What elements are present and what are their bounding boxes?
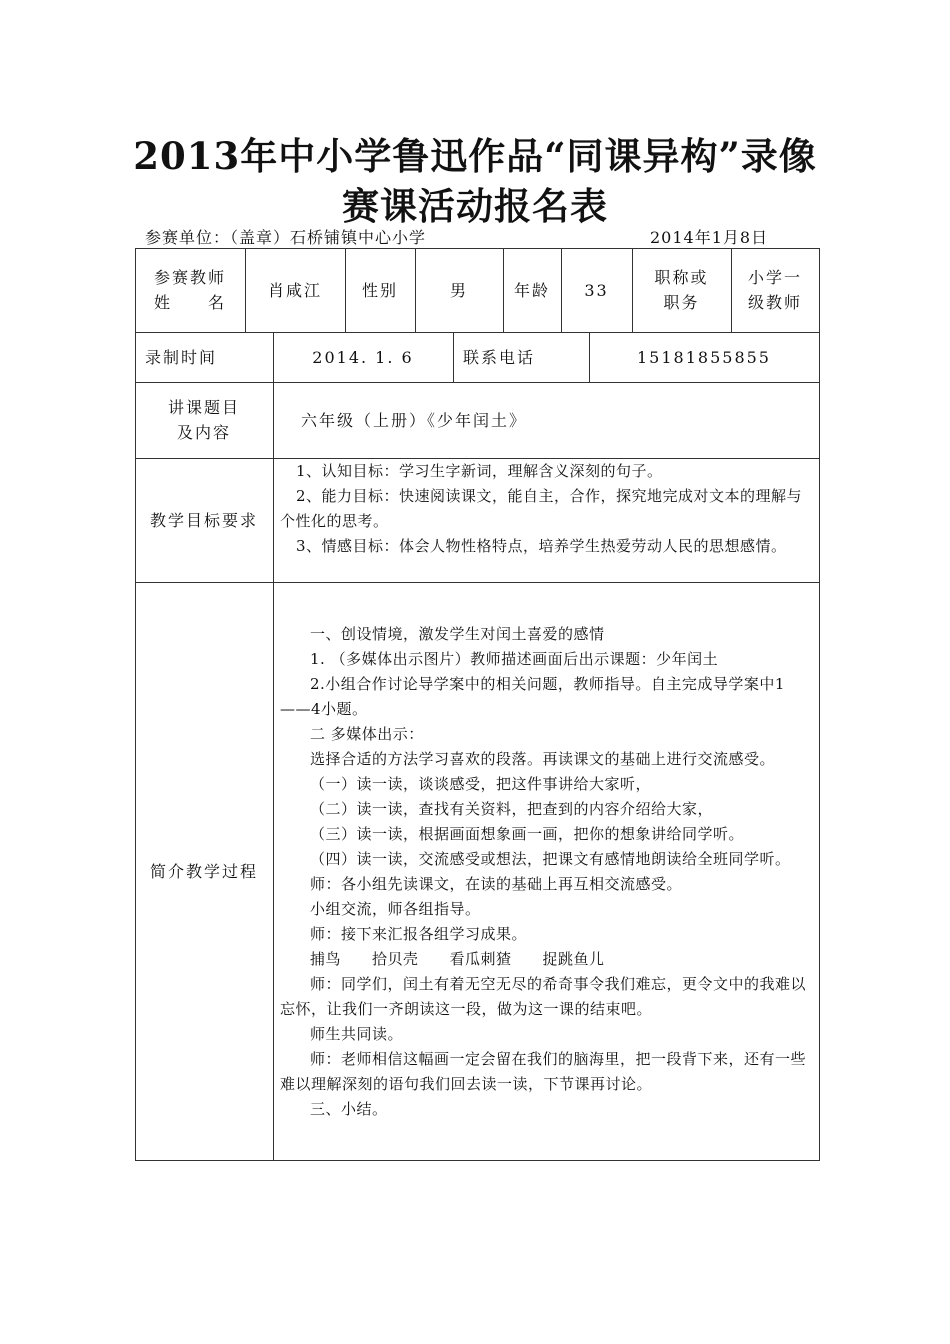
process-item: （三）读一读，根据画面想象画一画，把你的想象讲给同学听。 [310, 825, 745, 843]
job-title-value [731, 248, 819, 332]
topic-value: 六年级（上册）《少年闰土》 [301, 410, 528, 430]
process-item: 小组交流，师各组指导。 [310, 900, 481, 918]
gender-value: 男 [449, 280, 468, 300]
process-label: 简介教学过程 [149, 861, 258, 881]
process-item: 二 多媒体出示： [310, 725, 424, 743]
teacher-name-label-line2: 姓 名 [153, 293, 226, 312]
process-item: 选择合适的方法学习喜欢的段落。再读课文的基础上进行交流感受。 [310, 750, 776, 768]
goal-item: 1、认知目标：学习生字新词，理解含义深刻的句子。 [296, 462, 663, 480]
process-item: 师：各小组先读课文，在读的基础上再互相交流感受。 [310, 875, 683, 893]
job-title-value-line2: 级教师 [747, 293, 802, 312]
goal-item: 3、情感目标：体会人物性格特点，培养学生热爱劳动人民的思想感情。 [296, 537, 787, 555]
process-item: 三、小结。 [310, 1100, 388, 1118]
process-item: 1. （多媒体出示图片）教师描述画面后出示课题：少年闰土 [310, 650, 719, 668]
process-item: 师：老师相信这幅画一定会留在我们的脑海里，把一段背下来，还有一些难以理解深刻的语句我们回去读一读，下节课再讨论。 [280, 1050, 807, 1093]
registration-table [135, 248, 820, 1161]
page-title-line-2: 赛课活动报名表 [342, 184, 608, 228]
job-title-label-line2: 职务 [663, 293, 700, 312]
gender-label: 性别 [361, 280, 398, 300]
process-item: （二）读一读，查找有关资料，把查到的内容介绍给大家， [310, 800, 714, 818]
age-label: 年龄 [513, 280, 550, 300]
entry-date: 2014年1月8日 [650, 228, 769, 247]
phone-value: 15181855855 [637, 347, 771, 367]
goal-item: 2、能力目标：快速阅读课文，能自主，合作，探究地完成对文本的理解与个性化的思考。 [280, 487, 803, 530]
record-time-value: 2014. 1. 6 [312, 347, 414, 367]
job-title-value-line1: 小学一 [747, 268, 802, 287]
record-time-label: 录制时间 [145, 347, 218, 367]
age-value: 33 [584, 280, 609, 300]
process-list [280, 622, 815, 1122]
goals-label: 教学目标要求 [149, 510, 258, 530]
teacher-name-value: 肖咸江 [267, 280, 322, 300]
topic-label-line2: 及内容 [176, 423, 231, 442]
goals-list [280, 459, 815, 559]
process-item: 师生共同读。 [310, 1025, 404, 1043]
process-item: 一、创设情境，激发学生对闰土喜爱的感情 [310, 625, 605, 643]
process-item: （四）读一读，交流感受或想法，把课文有感情地朗读给全班同学听。 [310, 850, 791, 868]
process-item: 2.小组合作讨论导学案中的相关问题，教师指导。自主完成导学案中1——4小题。 [280, 675, 785, 718]
process-item: 师：同学们，闰土有着无空无尽的希奇事令我们难忘，更令文中的我难以忘怀，让我们一齐朗读这一段，做为这一课的结束吧。 [280, 975, 807, 1018]
table-border-line [135, 1160, 820, 1161]
process-item: 师：接下来汇报各组学习成果。 [310, 925, 528, 943]
topic-label [135, 382, 273, 458]
job-title-label [632, 248, 731, 332]
process-item: 捕鸟 拾贝壳 看瓜刺猹 捉跳鱼儿 [310, 950, 605, 968]
teacher-name-label-line1: 参赛教师 [153, 268, 226, 287]
process-item: （一）读一读，谈谈感受，把这件事讲给大家听， [310, 775, 652, 793]
entry-unit: 参赛单位：（盖章）石桥铺镇中心小学 [145, 228, 427, 247]
teacher-name-label [135, 248, 245, 332]
job-title-label-line1: 职称或 [654, 268, 709, 287]
page-title-line-1: 2013年中小学鲁迅作品“同课异构”录像 [133, 134, 817, 178]
phone-label: 联系电话 [463, 347, 536, 367]
topic-label-line1: 讲课题目 [167, 398, 240, 417]
